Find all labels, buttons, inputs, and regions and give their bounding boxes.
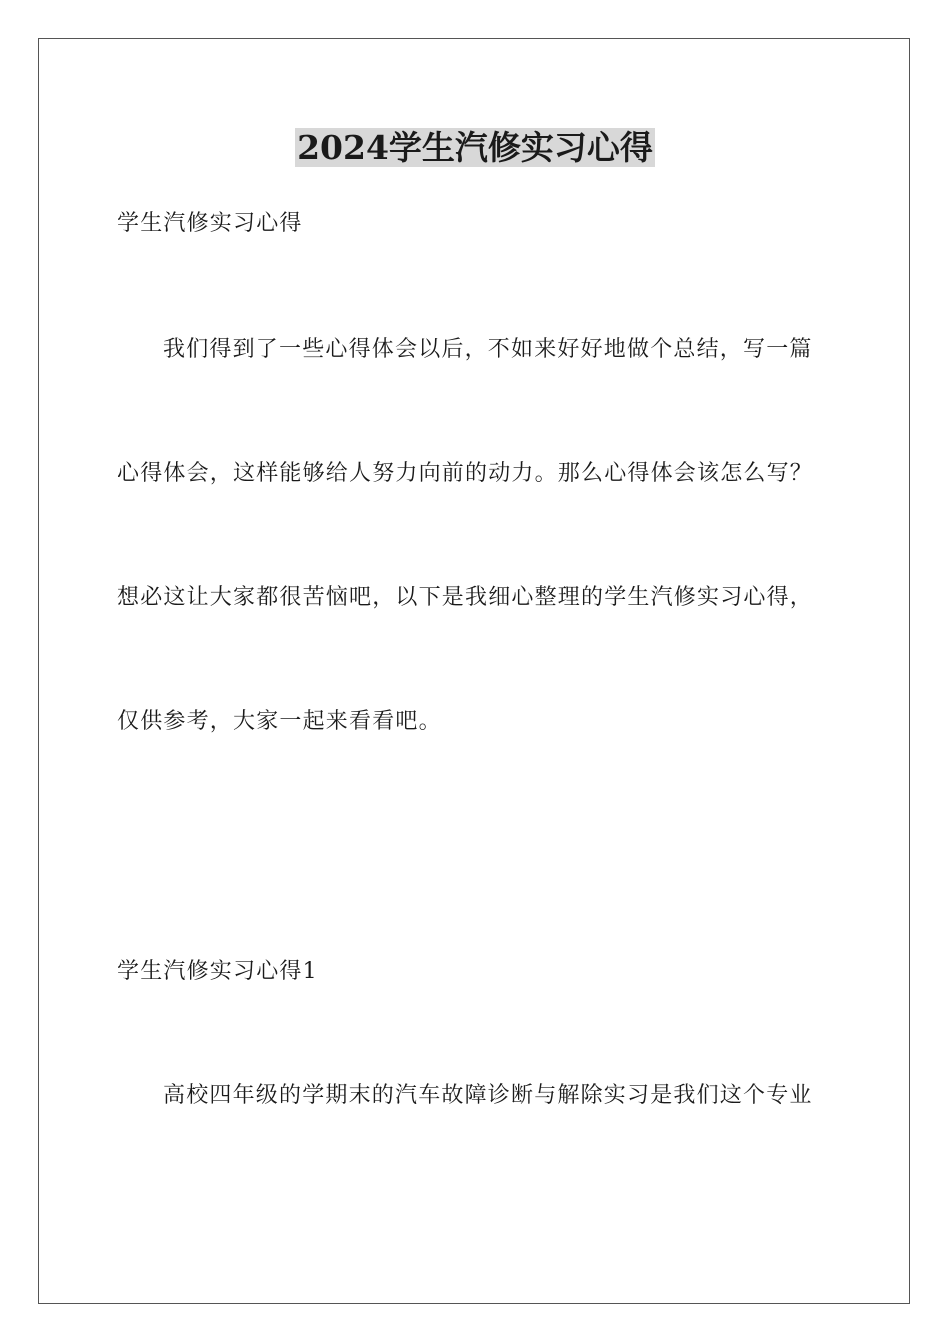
intro-paragraph-line-1: 我们得到了一些心得体会以后，不如来好好地做个总结，写一篇 [163, 337, 813, 362]
section-heading-1: 学生汽修实习心得1 [117, 959, 318, 984]
document-subtitle: 学生汽修实习心得 [117, 211, 303, 236]
document-title [0, 126, 950, 170]
document-title-text: 2024学生汽修实习心得 [297, 128, 653, 167]
section1-paragraph-line-1: 高校四年级的学期末的汽车故障诊断与解除实习是我们这个专业 [163, 1083, 813, 1108]
intro-paragraph-line-4: 仅供参考，大家一起来看看吧。 [117, 709, 442, 734]
intro-paragraph-line-3: 想必这让大家都很苦恼吧，以下是我细心整理的学生汽修实习心得， [117, 585, 814, 610]
intro-paragraph-line-2: 心得体会，这样能够给人努力向前的动力。那么心得体会该怎么写？ [117, 461, 814, 486]
